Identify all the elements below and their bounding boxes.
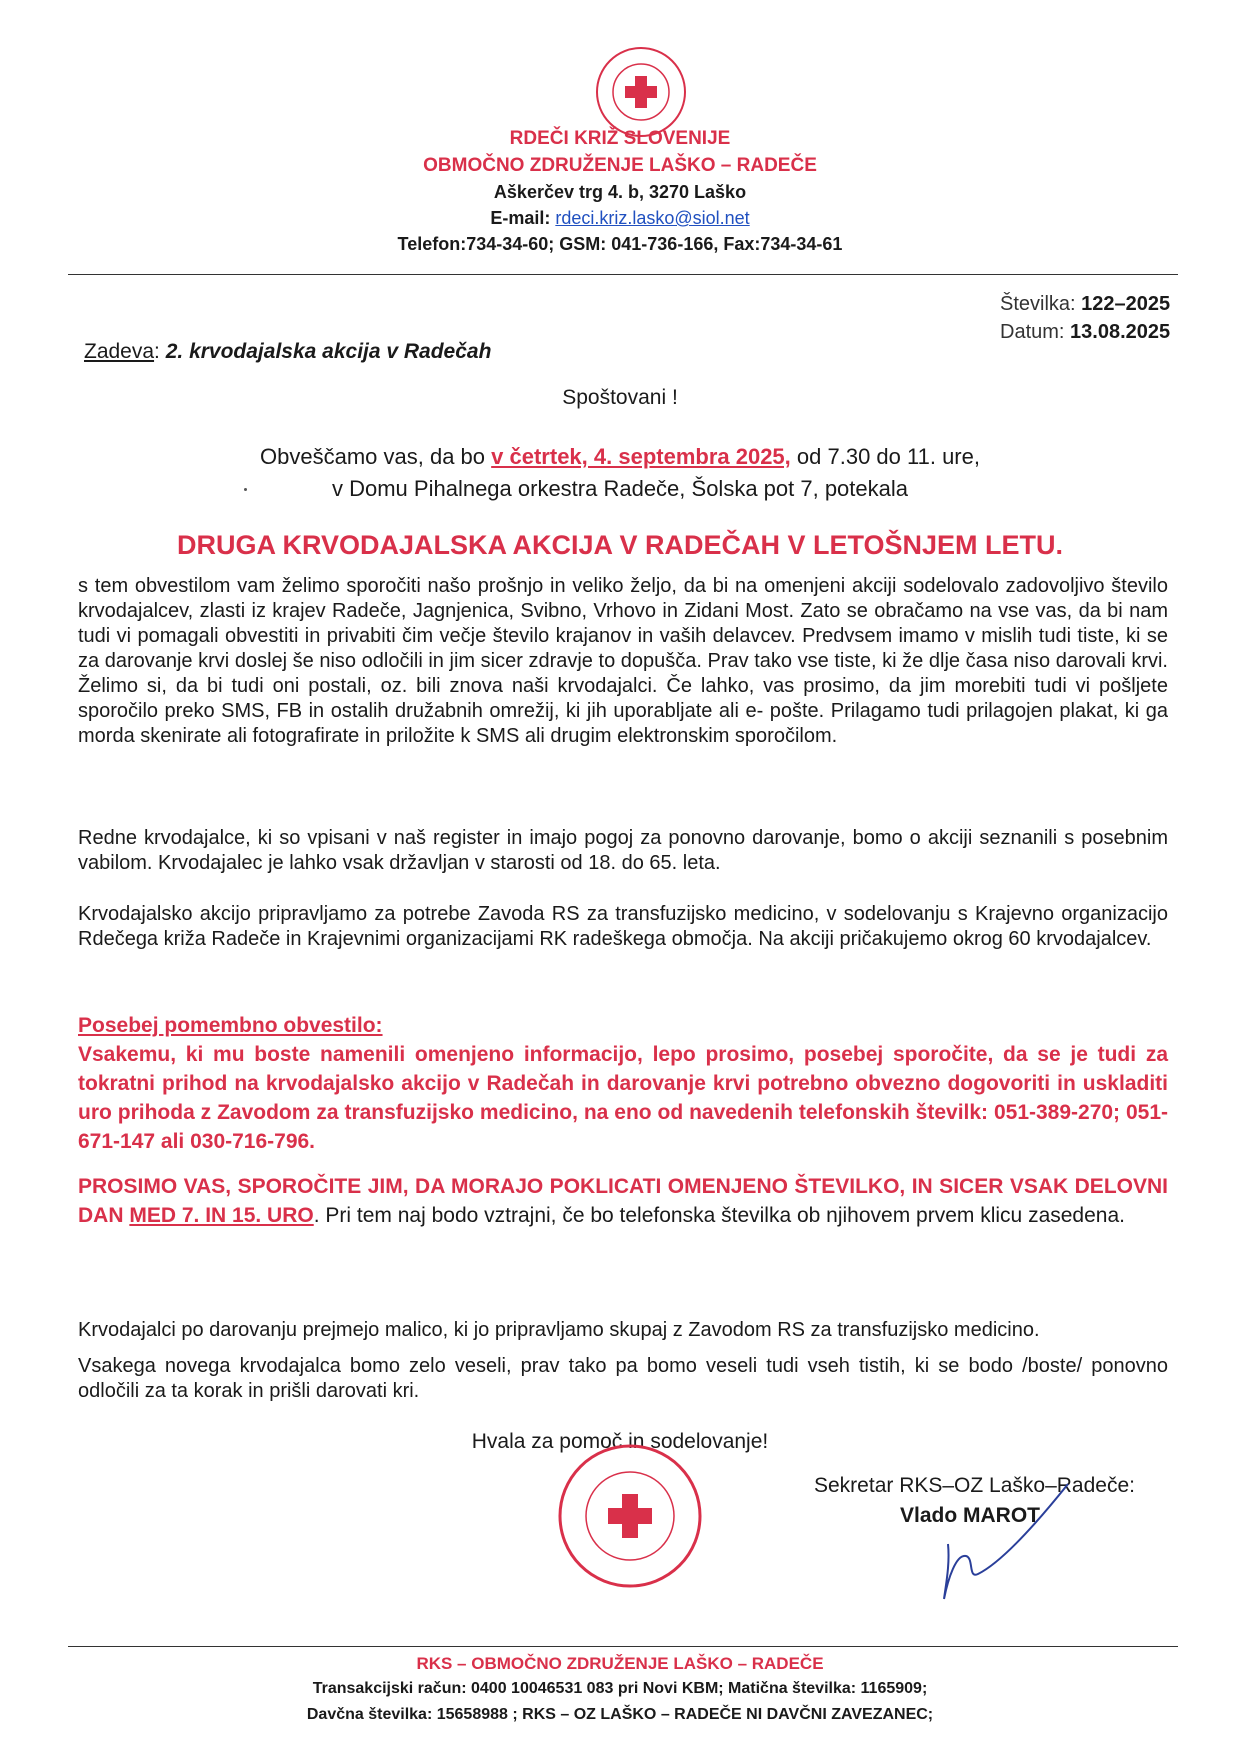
secretary-name: Vlado MAROT [900,1504,1040,1527]
official-stamp [556,1442,704,1590]
org-email-row [0,208,1240,229]
intro-line1 [0,444,1240,470]
notice-hours: MED 7. IN 15. URO [129,1204,314,1227]
paragraph-4: Krvodajalci po darovanju prejmejo malico, ki jo pripravljamo skupaj z Zavodom RS za transfuzijsko medicino. [78,1319,1040,1341]
subject-label: Zadeva [84,340,155,363]
notice-body: Vsakemu, ki mu boste namenili omenjeno informacijo, lepo prosimo, posebej sporočite, da se je tudi za tokratni prihod na krvodajalsko akcijo v Radečah in darovanje krvi potrebno obvezno dogovoriti in uskladiti uro prihoda z Zavodom za transfuzijsko medicino, na eno od navedenih telefonskih številk: 051-389-270; 051-671-147 ali 030-716-796. [78,1043,1168,1153]
notice-title: Posebej pomembno obvestilo: [78,1014,383,1037]
greeting: Spoštovani ! [562,386,678,409]
secretary-title: Sekretar RKS–OZ Laško–Radeče: [814,1474,1135,1497]
footer-org: RKS – OBMOČNO ZDRUŽENJE LAŠKO – RADEČE [416,1654,824,1673]
notice-call-instructions [78,1172,1168,1230]
number-label: Številka: [1000,293,1076,315]
org-name-line2: OBMOČNO ZDRUŽENJE LAŠKO – RADEČE [423,155,817,176]
email-link[interactable]: rdeci.kriz.lasko@siol.net [555,208,750,228]
intro-line2: v Domu Pihalnega orkestra Radeče, Šolska pot 7, potekala [332,476,908,501]
paragraph-2: Redne krvodajalce, ki so vpisani v naš register in imajo pogoj za ponovno darovanje, bomo o akciji seznanili s posebnim vabilom. Krvodajalec je lahko vsak državljan v starosti od 18. do 65. leta. [78,827,1168,874]
email-label: E-mail: [490,208,551,228]
org-name-line1: RDEČI KRIŽ SLOVENIJE [509,128,731,149]
subject-line: Zadeva: 2. krvodajalska akcija v Radečah [84,340,492,363]
number-value: 122–2025 [1081,293,1171,315]
paragraph-1: s tem obvestilom vam želimo sporočiti našo prošnjo in veliko željo, da bi na omenjeni akciji sodelovalo zadovoljivo število krvodajalcev, zlasti iz krajev Radeče, Jagnjenica, Svibno, Vrhovo in Zidani Most. Zato se obračamo na vse vas, da bi nam tudi vi pomagali obvestiti in privabiti čim večje število krajanov in vaših delavcev. Predvsem imamo v mislih tudi tiste, ki se za darovanje krvi doslej še niso odločili in jim sicer zdravje to dopušča. Prav tako vse tiste, ki že dlje časa niso darovali krvi. Želimo si, da bi tudi oni postali, oz. bili znova naši krvodajalci. Če lahko, vas prosimo, da jim morebiti tudi vi pošljete sporočilo preko SMS, FB in ostalih družabnih omrežij, ki jih uporabljate ali e- pošte. Prilagamo tudi prilagojen plakat, ki ga morda skenirate ali fotografirate in priložite k SMS ali drugim elektronskim sporočilom. [78,575,1168,747]
footer-divider [68,1646,1178,1647]
paragraph-3: Krvodajalsko akcijo pripravljamo za potrebe Zavoda RS za transfuzijsko medicino, v sodelovanju s Krajevno organizacijo Rdečega križa Radeče in Krajevnimi organizacijami RK radeškega območja. Na akciji pričakujemo okrog 60 krvodajalcev. [78,903,1168,950]
paragraph-5: Vsakega novega krvodajalca bomo zelo veseli, prav tako pa bomo veseli tudi vseh tistih, ki se bodo /boste/ ponovno odločili za ta korak in prišli darovati kri. [78,1355,1168,1402]
red-cross-logo [593,44,689,140]
handwritten-signature [918,1474,1078,1614]
subject-value: 2. krvodajalska akcija v Radečah [165,340,492,363]
intro-date: v četrtek, 4. septembra 2025, [491,444,791,469]
document-meta [1000,290,1170,346]
headline: DRUGA KRVODAJALSKA AKCIJA V RADEČAH V LETOŠNJEM LETU. [176,530,1064,560]
date-label: Datum: [1000,321,1065,343]
footer-tax: Davčna številka: 15658988 ; RKS – OZ LAŠKO – RADEČE NI DAVČNI ZAVEZANEC; [306,1706,934,1723]
header-divider [68,274,1178,275]
notice-tail: . Pri tem naj bodo vztrajni, če bo telefonska številka ob njihovem prvem klicu zasedena. [313,1204,1125,1227]
thanks-line: Hvala za pomoč in sodelovanje! [471,1430,769,1453]
notice-caps: PROSIMO VAS, SPOROČITE JIM, DA MORAJO POKLICATI OMENJENO ŠTEVILKO, IN SICER VSAK DELOVNI DAN [78,1175,1168,1227]
org-address: Aškerčev trg 4. b, 3270 Laško [493,182,747,202]
org-phones: Telefon:734-34-60; GSM: 041-736-166, Fax:734-34-61 [397,234,843,254]
intro-post: od 7.30 do 11. ure, [796,444,980,469]
footer-bank: Transakcijski račun: 0400 10046531 083 pri Novi KBM; Matična številka: 1165909; [312,1680,928,1697]
date-value: 13.08.2025 [1070,321,1171,343]
intro-pre: Obveščamo vas, da bo [260,444,486,469]
